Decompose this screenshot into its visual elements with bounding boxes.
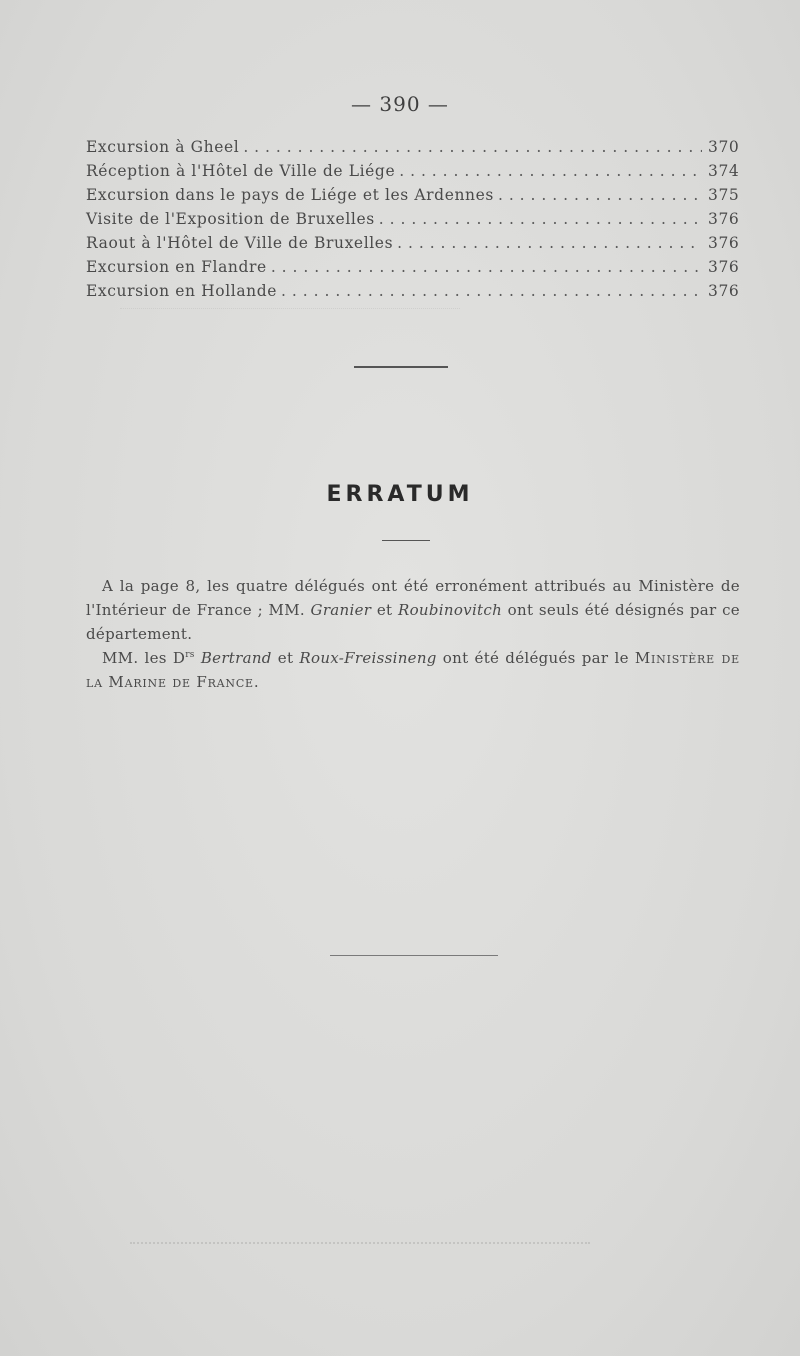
erratum-text: ont été délégués par le (436, 649, 635, 667)
toc-dot-leader (498, 186, 702, 204)
section-divider (354, 366, 448, 368)
page-number: — 390 — (351, 92, 449, 116)
toc-entry-title: Visite de l'Exposition de Bruxelles (86, 210, 375, 228)
erratum-name: Roubinovitch (398, 601, 503, 619)
toc-dot-leader (399, 162, 702, 180)
toc-entry-title: Excursion dans le pays de Liége et les Ardennes (86, 186, 494, 204)
toc-entry (86, 234, 738, 258)
erratum-text: A la page 8, les quatre délégués ont été erronément attribués au Ministère de l'Intérieur de France ; MM. (86, 577, 740, 619)
toc-entry (86, 138, 738, 162)
erratum-paragraph (86, 646, 740, 694)
toc-entry-page: 370 (708, 138, 740, 156)
erratum-body (86, 574, 740, 694)
toc-entry-page: 376 (708, 282, 740, 300)
toc-entry (86, 210, 738, 234)
toc-entry-title: Excursion en Flandre (86, 258, 267, 276)
table-of-contents (86, 138, 738, 306)
toc-entry-page: 375 (708, 186, 740, 204)
toc-entry-title: Excursion à Gheel (86, 138, 240, 156)
toc-entry-page: 374 (708, 162, 740, 180)
toc-entry-page: 376 (708, 234, 740, 252)
toc-entry-title: Raout à l'Hôtel de Ville de Bruxelles (86, 234, 394, 252)
superscript: rs (185, 650, 195, 660)
erratum-text: ont seuls été désignés par ce département. (86, 601, 740, 643)
toc-dot-leader (379, 210, 702, 228)
toc-dot-leader (281, 282, 702, 300)
toc-dot-leader (271, 258, 702, 276)
erratum-name: Bertrand (200, 649, 272, 667)
footer-rule (330, 955, 498, 956)
toc-entry (86, 186, 738, 210)
paper-speckle (130, 1242, 590, 1244)
toc-entry (86, 162, 738, 186)
toc-dot-leader (397, 234, 702, 252)
erratum-text: et (271, 649, 300, 667)
erratum-paragraph (86, 574, 740, 646)
erratum-heading: ERRATUM (326, 482, 474, 507)
toc-entry-page: 376 (708, 258, 740, 276)
toc-entry (86, 258, 738, 282)
toc-entry-title: Excursion en Hollande (86, 282, 278, 300)
toc-entry (86, 282, 738, 306)
erratum-text: . (253, 673, 259, 691)
erratum-smallcaps: Ministère de la Marine de France (86, 649, 740, 691)
erratum-name: Granier (310, 601, 372, 619)
erratum-text: et (371, 601, 398, 619)
erratum-text: MM. les D (102, 649, 186, 667)
heading-underline (382, 540, 430, 541)
toc-entry-title: Réception à l'Hôtel de Ville de Liége (86, 162, 396, 180)
toc-entry-page: 376 (708, 210, 740, 228)
paper-speckle (120, 308, 460, 309)
toc-dot-leader (243, 138, 702, 156)
erratum-name: Roux-Freissineng (299, 649, 437, 667)
